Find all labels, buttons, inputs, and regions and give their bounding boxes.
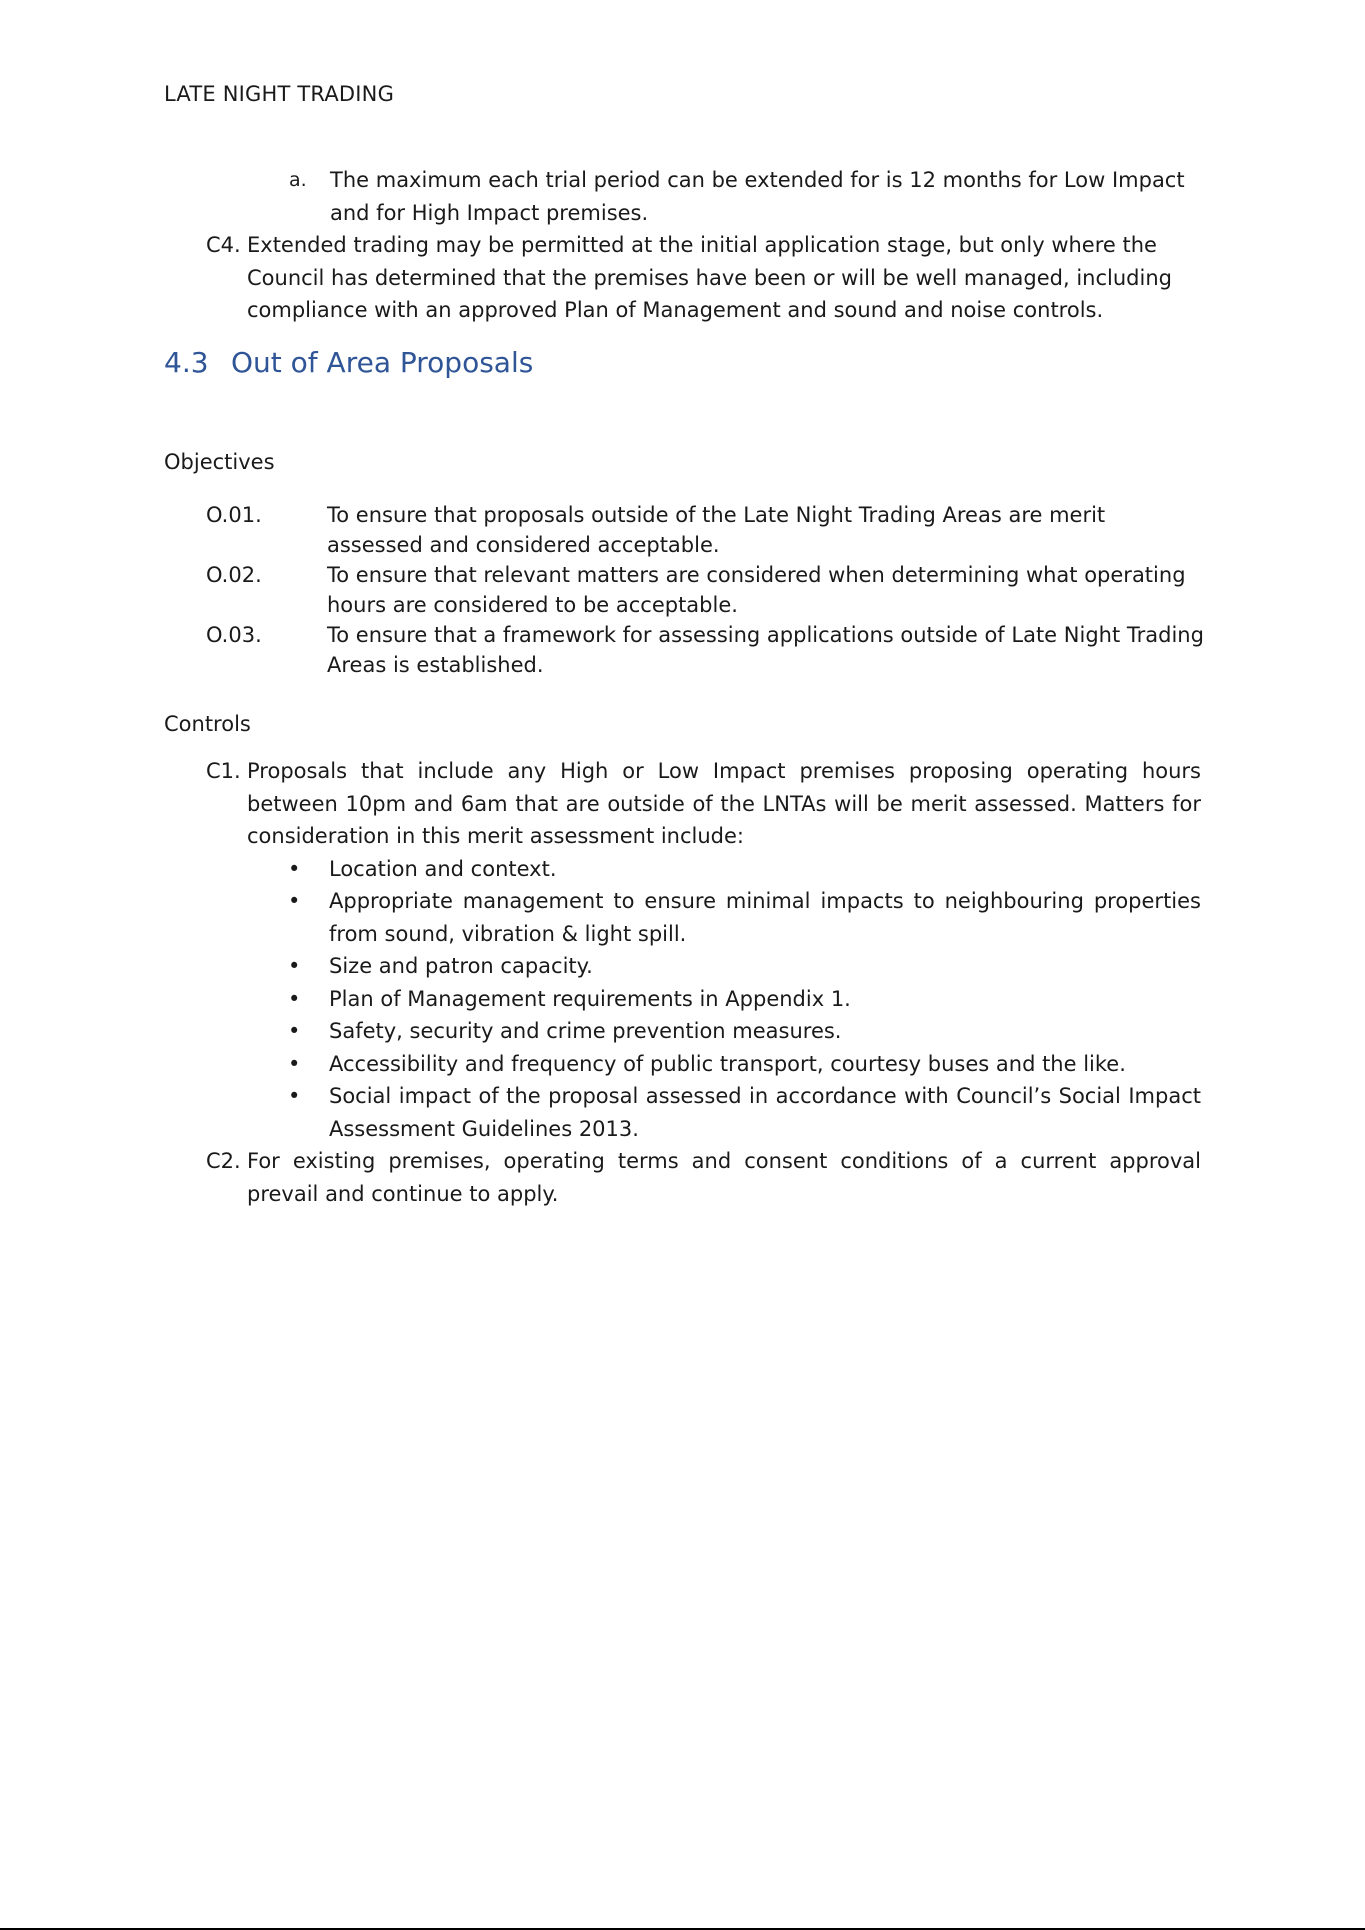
list-item: [206, 983, 1201, 1016]
list-item: [206, 853, 1201, 886]
objectives-list: [206, 500, 1206, 680]
list-item: [206, 885, 1201, 950]
list-item-text: Appropriate management to ensure minimal impacts to neighbouring properties from sound, vibration & light spill.: [329, 889, 1201, 946]
objective-item: [206, 620, 1206, 680]
control-c2: [206, 1145, 1201, 1210]
list-item-text: Accessibility and frequency of public transport, courtesy buses and the like.: [329, 1051, 1126, 1076]
sub-item-text: The maximum each trial period can be extended for is 12 months for Low Impact and for High Impact premises.: [330, 168, 1185, 225]
control-c4: [206, 229, 1201, 327]
objective-number: O.01.: [206, 503, 262, 527]
control-number: C4.: [206, 233, 241, 257]
bullet-icon: •: [288, 889, 301, 913]
bullet-icon: •: [288, 1084, 301, 1108]
objective-item: [206, 560, 1206, 620]
objective-number: O.02.: [206, 563, 262, 587]
list-item-text: Location and context.: [329, 856, 557, 881]
bullet-icon: •: [288, 1019, 301, 1043]
list-item-text: Safety, security and crime prevention measures.: [329, 1019, 842, 1043]
list-item-text: Social impact of the proposal assessed in accordance with Council’s Social Impact Assessment Guidelines 2013.: [329, 1084, 1201, 1141]
sub-item-marker: a.: [289, 169, 307, 191]
bullet-icon: •: [288, 1051, 301, 1076]
control-text: Extended trading may be permitted at the initial application stage, but only where the Council has determined that the premises have been or will be well managed, including compliance with an approved Plan of Management and sound and noise controls.: [247, 233, 1172, 322]
running-header: LATE NIGHT TRADING: [164, 82, 395, 106]
control-c1: [206, 755, 1201, 1145]
bullet-icon: •: [288, 954, 301, 978]
section-title: Out of Area Proposals: [231, 346, 534, 379]
section-heading: [164, 346, 533, 379]
controls-heading: Controls: [164, 712, 251, 736]
list-item-text: Size and patron capacity.: [329, 954, 593, 978]
list-item: [206, 1080, 1201, 1145]
control-text: For existing premises, operating terms and consent conditions of a current approval prevail and continue to apply.: [247, 1149, 1201, 1206]
list-item: [206, 1015, 1201, 1048]
considerations-list: [206, 853, 1201, 1146]
objective-text: To ensure that relevant matters are considered when determining what operating hours are considered to be acceptable.: [327, 563, 1186, 617]
objective-text: To ensure that a framework for assessing applications outside of Late Night Trading Areas is established.: [327, 623, 1204, 677]
section-number: 4.3: [164, 346, 209, 379]
objective-item: [206, 500, 1206, 560]
bullet-icon: •: [288, 986, 301, 1011]
list-item-text: Plan of Management requirements in Appendix 1.: [329, 986, 851, 1011]
bullet-icon: •: [288, 856, 301, 881]
objectives-heading: Objectives: [164, 450, 275, 474]
list-item: [206, 950, 1201, 983]
list-item: [206, 1048, 1201, 1081]
objective-number: O.03.: [206, 623, 262, 647]
control-number: C2.: [206, 1149, 241, 1173]
sub-item-a: [289, 164, 1209, 229]
objective-text: To ensure that proposals outside of the Late Night Trading Areas are merit assessed and considered acceptable.: [327, 503, 1106, 557]
control-text: Proposals that include any High or Low Impact premises proposing operating hours between 10pm and 6am that are outside of the LNTAs will be merit assessed. Matters for consideration in this merit assessment include:: [247, 759, 1201, 848]
control-number: C1.: [206, 759, 241, 783]
